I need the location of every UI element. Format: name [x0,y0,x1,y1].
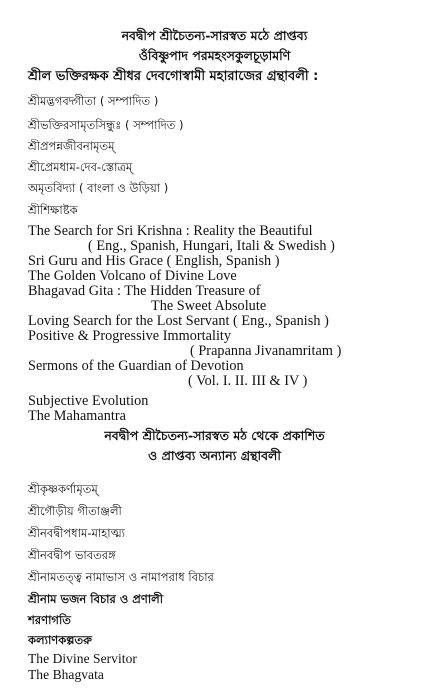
english-book-4: Bhagavad Gita : The Hidden Treasure of [28,283,261,299]
bengali-book2-5: শ্রীনামতত্ত্ব নামাভাস ও নামাপরাধ বিচার [28,570,214,584]
bengali-book2-2: শ্রীগৌড়ীয় গীতাঞ্জলী [28,504,122,518]
bengali-book-4: শ্রীপ্রেমধাম-দেব-স্তোত্রম্ [28,160,133,174]
english-book-5: Loving Search for the Lost Servant ( Eng., Spanish ) [28,313,329,329]
english-book-3: The Golden Volcano of Divine Love [28,268,237,284]
header-line-2: ওঁবিষ্ণুপাদ পরমহংসকুলচূড়ামণি [138,48,291,63]
english-book-6-subtitle: ( Prapanna Jivanamritam ) [190,343,342,359]
bengali-book2-1: শ্রীকৃষ্ণকর্ণামৃতম্ [28,482,98,496]
section2-line-2: ও প্রাপ্তব্য অন্যান্য গ্রন্থাবলী [148,448,281,463]
english-book-7: Sermons of the Guardian of Devotion [28,358,244,374]
bengali-book2-6: শ্রীনাম ভজন বিচার ও প্রণালী [28,592,164,606]
english-book2-1: The Divine Servitor [28,651,137,666]
header-line-1: নবদ্বীপ শ্রীচৈতন্য-সারস্বত মঠে প্রাপ্তব্য [121,28,308,43]
english-book-1-languages: ( Eng., Spanish, Hungari, Itali & Swedish ) [88,238,335,254]
english-book-9: The Mahamantra [28,408,126,424]
bengali-book-6: শ্রীশিক্ষাষ্টক [28,203,78,217]
english-book2-2: The Bhagvata [28,667,104,682]
english-book-4-subtitle: The Sweet Absolute [151,298,267,314]
bengali-book2-4: শ্রীনবদ্বীপ ভাবতরঙ্গ [28,548,116,562]
english-book-2: Sri Guru and His Grace ( English, Spanish ) [28,253,280,269]
bengali-book-5: অমৃতবিদ্যা ( বাংলা ও উড়িয়া ) [28,181,169,195]
english-book-1: The Search for Sri Krishna : Reality the Beautiful [28,223,313,239]
bengali-book2-8: কল্যাণকল্পতরু [28,633,92,647]
bengali-book-1: শ্রীমদ্ভগবদ্গীতা ( সম্পাদিত ) [28,94,159,108]
bengali-book-2: শ্রীভক্তিরসামৃতসিন্ধুঃ ( সম্পাদিত ) [28,118,184,132]
english-book-6: Positive & Progressive Immortality [28,328,232,344]
header-line-3: শ্রীল ভক্তিরক্ষক শ্রীধর দেবগোস্বামী মহারাজের গ্রন্থাবলী : [28,69,319,84]
bengali-book2-7: শরণাগতি [28,613,71,627]
section2-line-1: নবদ্বীপ শ্রীচৈতন্য-সারস্বত মঠ থেকে প্রকাশিত [104,428,325,443]
english-book-8: Subjective Evolution [28,393,149,409]
bengali-book2-3: শ্রীনবদ্বীপধাম-মাহাত্ম্য [28,526,125,540]
english-book-7-volumes: ( Vol. I. II. III & IV ) [188,373,308,389]
bengali-book-3: শ্রীপ্রপন্নজীবনামৃতম্ [28,139,115,153]
